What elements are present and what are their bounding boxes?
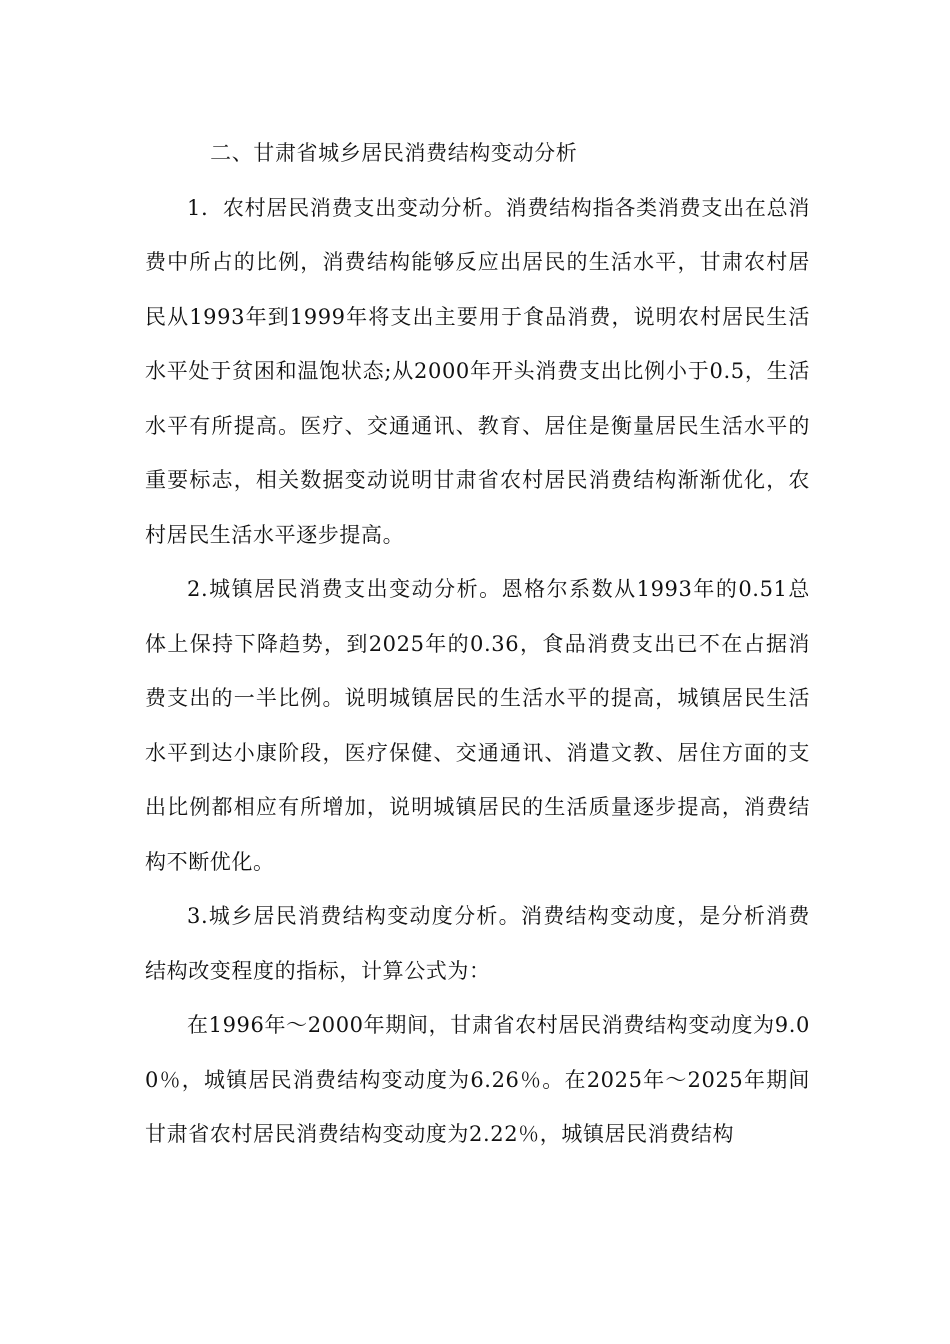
document-body: [145, 126, 810, 1162]
paragraph-structure-change: 3.城乡居民消费结构变动度分析。消费结构变动度，是分析消费结构改变程度的指标，计算公式为：: [145, 904, 810, 983]
paragraph-urban-consumption: 2.城镇居民消费支出变动分析。恩格尔系数从1993年的0.51总体上保持下降趋势，到2025年的0.36，食品消费支出已不在占据消费支出的一半比例。说明城镇居民的生活水平的提高，城镇居民生活水平到达小康阶段，医疗保健、交通通讯、消遣文教、居住方面的支出比例都相应有所增加，说明城镇居民的生活质量逐步提高，消费结构不断优化。: [145, 577, 810, 874]
paragraph-change-degree: 在1996年～2000年期间，甘肃省农村居民消费结构变动度为9.00％，城镇居民消费结构变动度为6.26％。在2025年～2025年期间甘肃省农村居民消费结构变动度为2.22％，城镇居民消费结构: [145, 1013, 810, 1146]
paragraph-rural-consumption: 1．农村居民消费支出变动分析。消费结构指各类消费支出在总消费中所占的比例，消费结构能够反应出居民的生活水平，甘肃农村居民从1993年到1999年将支出主要用于食品消费，说明农村居民生活水平处于贫困和温饱状态;从2000年开头消费支出比例小于0.5，生活水平有所提高。医疗、交通通讯、教育、居住是衡量居民生活水平的重要标志，相关数据变动说明甘肃省农村居民消费结构渐渐优化，农村居民生活水平逐步提高。: [145, 195, 810, 547]
section-heading: 二、甘肃省城乡居民消费结构变动分析: [210, 141, 578, 165]
